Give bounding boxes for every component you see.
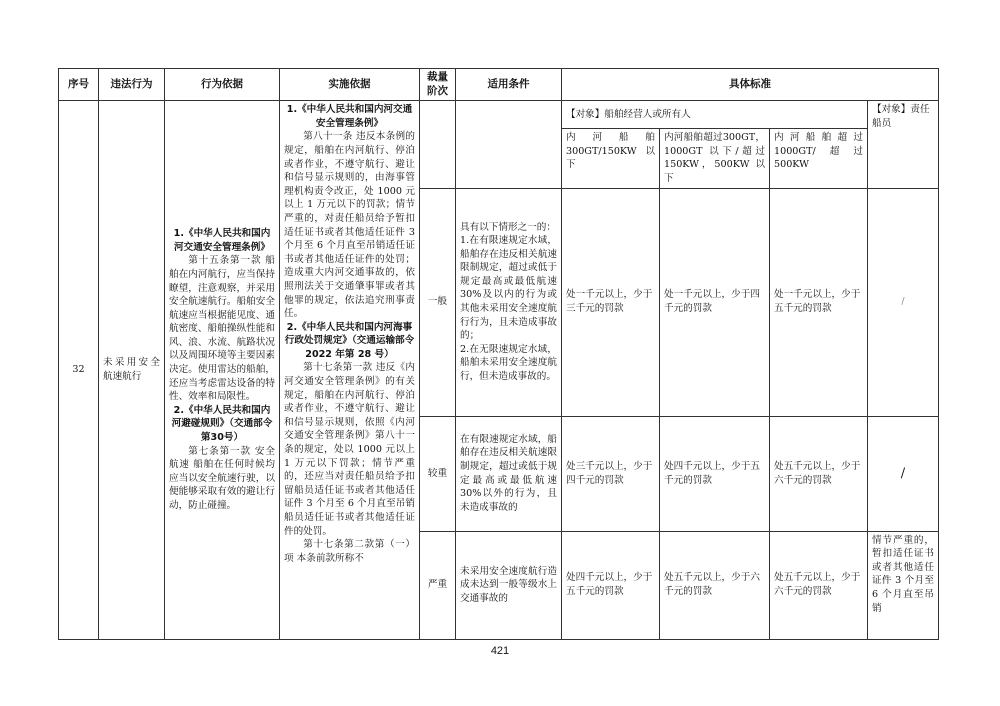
subheader-target-row	[59, 101, 939, 129]
standard-crew: 情节严重的，暂扣适任证书或者其他适任证件 3 个月至 6 个月直至吊销	[868, 531, 939, 639]
basis-law-1: 1.《中华人民共和国内河交通安全管理条例》	[173, 228, 271, 253]
impl-text-3: 第十七条第二款第（一）项 本条前款所称不	[284, 539, 415, 564]
row-basis	[165, 101, 280, 639]
header-standard: 具体标准	[562, 69, 939, 101]
level-condition	[456, 531, 562, 639]
level-name: 严重	[420, 531, 456, 639]
standard-class-1: 处三千元以上，少于四千元的罚款	[562, 416, 660, 531]
level-condition	[456, 188, 562, 416]
standard-crew: /	[868, 416, 939, 531]
header-implementation: 实施依据	[280, 69, 420, 101]
header-row	[59, 69, 939, 101]
vessel-class-3: 内 河 船 舶 超 过 1000GT/超过 500KW	[770, 129, 868, 188]
subheader-blank-cond	[456, 101, 562, 188]
row-violation: 未采用安全航速航行	[99, 101, 165, 639]
header-condition: 适用条件	[456, 69, 562, 101]
condition-line: 具有以下情形之一的：	[460, 221, 556, 233]
impl-law-2: 2.《中华人民共和国内河海事行政处罚规定》（交通运输部令 2022 年第 28 号）	[284, 321, 415, 360]
impl-law-1: 1.《中华人民共和国内河交通安全管理条例》	[286, 104, 413, 129]
condition-line: 在有限速规定水域，船舶存在违反相关航速限制规定，超过或低于规定最高或最低航速 30%以外的行为，且未造成事故的	[460, 433, 557, 513]
standard-class-2: 处一千元以上，少于四千元的罚款	[660, 188, 770, 416]
standard-class-3: 处一千元以上，少于五千元的罚款	[770, 188, 868, 416]
vessel-class-1: 内 河 船 舶 300GT/150KW 以下	[562, 129, 660, 188]
penalty-standard-table	[58, 68, 939, 640]
basis-text-2: 第七条第一款 安全航速 船舶在任何时候均应当以安全航速行驶，以便能够采取有效的避让行动，防止碰撞。	[169, 445, 275, 512]
level-name: 一般	[420, 188, 456, 416]
basis-law-2: 2.《中华人民共和国内河避碰规则》（交通部令第30号）	[171, 404, 273, 444]
standard-class-2: 处五千元以上，少于六千元的罚款	[660, 531, 770, 639]
impl-text-2: 第十七条第一款 违反《内河交通安全管理条例》的有关规定，船舶在内河航行、停泊或者作业，不遵守航行、避让和信号显示规则，依照《内河交通安全管理条例》第八十一条的规定，处以 1000 元以上 1 万元以下罚款；情节严重的，还应当对责任船员给予扣留船员适任证书或者其他适任证件 3 个月至 6 个月直至吊销船员适任证书或者其他适任证件的处罚。	[284, 362, 415, 537]
standard-crew: /	[868, 188, 939, 416]
level-name: 较重	[420, 416, 456, 531]
level-condition	[456, 416, 562, 531]
target-owner: 【对象】船舶经营人或所有人	[562, 101, 868, 129]
target-crew: 【对象】责任船员	[868, 101, 939, 188]
subheader-blank-level	[420, 101, 456, 188]
header-level: 裁量阶次	[420, 69, 456, 101]
standard-class-3: 处五千元以上，少于六千元的罚款	[770, 531, 868, 639]
header-seq: 序号	[59, 69, 99, 101]
header-basis: 行为依据	[165, 69, 280, 101]
row-implementation	[280, 101, 420, 639]
standard-class-3: 处五千元以上，少于六千元的罚款	[770, 416, 868, 531]
condition-line: 2.在无限速规定水域，船舶未采用安全速度航行，但未造成事故的。	[460, 343, 557, 383]
impl-text-1: 第八十一条 违反本条例的规定，船舶在内河航行、停泊或者作业，不遵守航行、避让和信号显示规则的，由海事管理机构责令改正，处 1000 元以上 1 万元以下的罚款；情节严重的，对责任船员给予暂扣适任证书或者其他适任证件 3 个月至 6 个月直至吊销适任证书或者其他适任证件的处罚；造成重大内河交通事故的，依照刑法关于交通肇事罪或者其他罪的规定，依法追究刑事责任。	[284, 131, 415, 320]
header-violation: 违法行为	[99, 69, 165, 101]
condition-line: 1.在有限速规定水域，船舶存在违反相关航速限制规定，超过或低于规定最高或最低航速 30%及以内的行为或其他未采用安全速度航行行为，且未造成事故的；	[460, 235, 557, 342]
vessel-class-2: 内河船舶超过300GT，1000GT 以下/超过150KW，500KW 以下	[660, 129, 770, 188]
standard-class-1: 处一千元以上，少于三千元的罚款	[562, 188, 660, 416]
standard-class-2: 处四千元以上，少于五千元的罚款	[660, 416, 770, 531]
basis-text-1: 第十五条第一款 船舶在内河航行，应当保持瞭望，注意观察，并采用安全航速航行。船舶安全航速应当根据能见度、通航密度、船舶操纵性能和风、浪、水流、航路状况以及周围环境等主要因素决定。使用雷达的船舶，还应当考虑雷达设备的特性、效率和局限性。	[169, 255, 275, 403]
page-number: 421	[490, 645, 510, 657]
condition-line: 未采用安全速度航行造成未达到一般等级水上交通事故的	[460, 565, 557, 604]
standard-class-1: 处四千元以上，少于五千元的罚款	[562, 531, 660, 639]
row-seq: 32	[59, 101, 99, 639]
